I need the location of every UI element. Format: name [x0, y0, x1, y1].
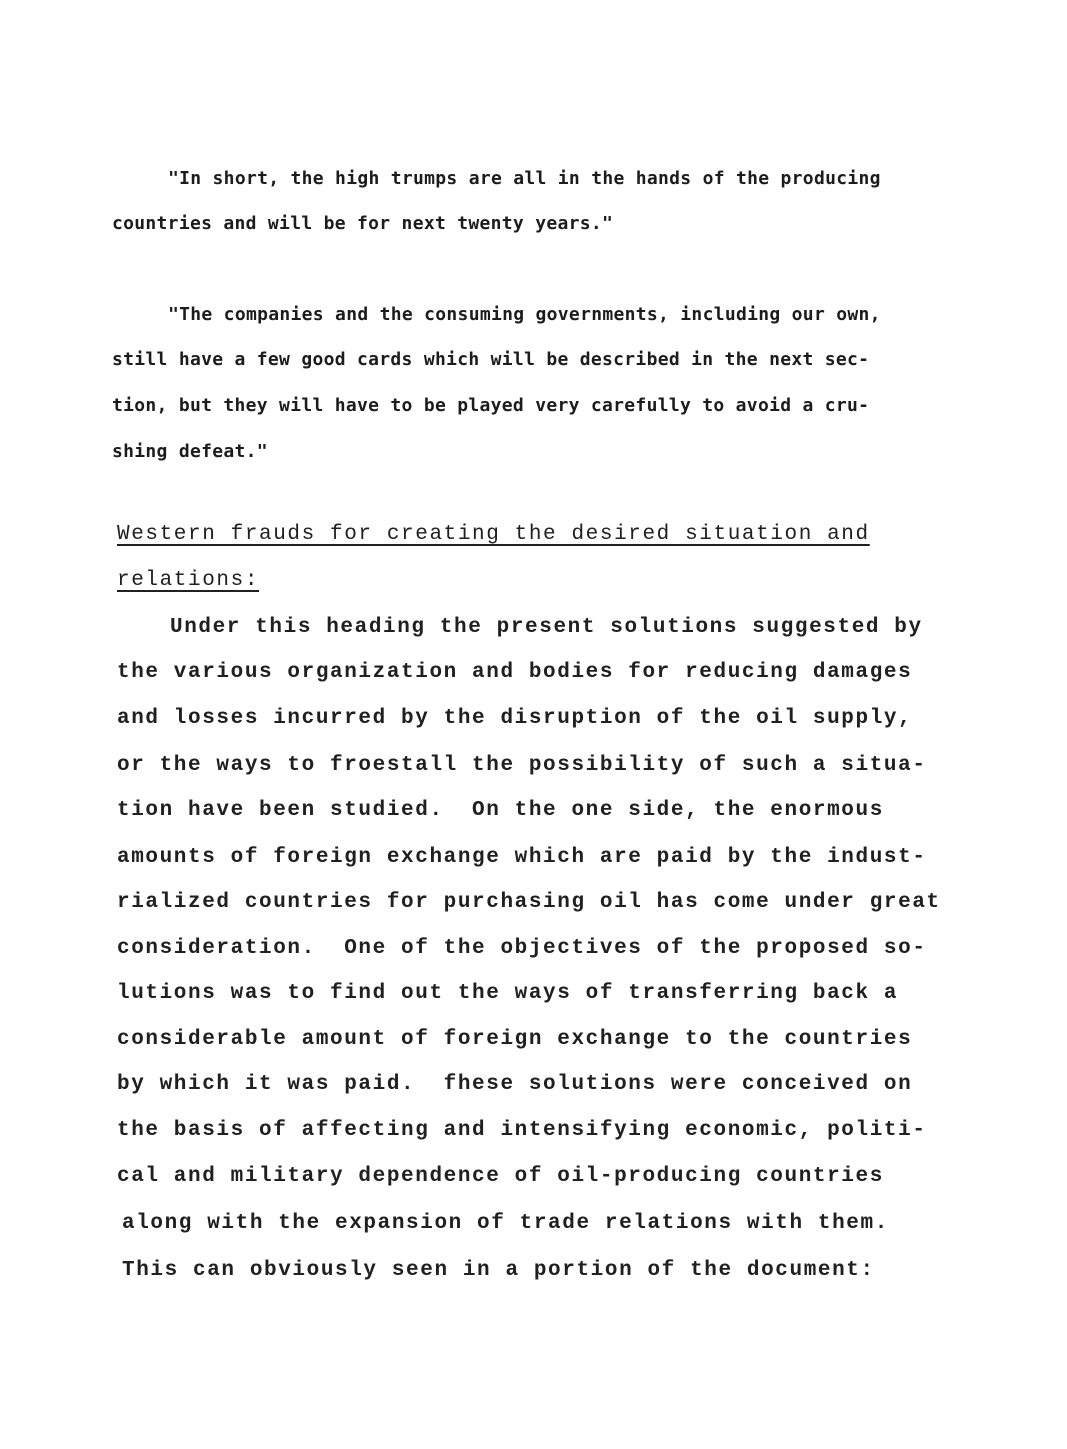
body-line-2: the various organization and bodies for reducing damages: [117, 661, 913, 684]
body-line-13: cal and military dependence of oil-producing countries: [117, 1165, 884, 1188]
quote-2-line-2: still have a few good cards which will be described in the next sec-: [112, 349, 870, 370]
quote-2-line-3: tion, but they will have to be played very carefully to avoid a cru-: [112, 395, 870, 416]
body-line-4: or the ways to froestall the possibility of such a situa-: [117, 754, 927, 777]
section-heading-line-1: Western frauds for creating the desired situation and: [117, 523, 870, 546]
body-line-3: and losses incurred by the disruption of the oil supply,: [117, 707, 913, 730]
body-line-14: along with the expansion of trade relations with them.: [122, 1212, 889, 1235]
quote-2-line-1: "The companies and the consuming governments, including our own,: [168, 304, 881, 325]
body-line-1: Under this heading the present solutions suggested by: [170, 616, 923, 639]
body-line-11: by which it was paid. fhese solutions were conceived on: [117, 1073, 913, 1096]
body-line-9: lutions was to find out the ways of transferring back a: [117, 982, 899, 1005]
body-line-8: consideration. One of the objectives of the proposed so-: [117, 937, 927, 960]
section-heading-line-2: relations:: [117, 569, 260, 592]
body-line-12: the basis of affecting and intensifying economic, politi-: [117, 1119, 927, 1142]
quote-1-line-1: "In short, the high trumps are all in the hands of the producing: [168, 168, 881, 189]
body-line-7: rialized countries for purchasing oil has come under great: [117, 891, 941, 914]
quote-2-line-4: shing defeat.": [112, 441, 268, 462]
body-line-5: tion have been studied. On the one side, the enormous: [117, 799, 884, 822]
quote-1-line-2: countries and will be for next twenty years.": [112, 213, 614, 234]
body-line-6: amounts of foreign exchange which are paid by the indust-: [117, 846, 927, 869]
body-line-10: considerable amount of foreign exchange to the countries: [117, 1028, 913, 1051]
body-line-15: This can obviously seen in a portion of the document:: [122, 1259, 875, 1282]
